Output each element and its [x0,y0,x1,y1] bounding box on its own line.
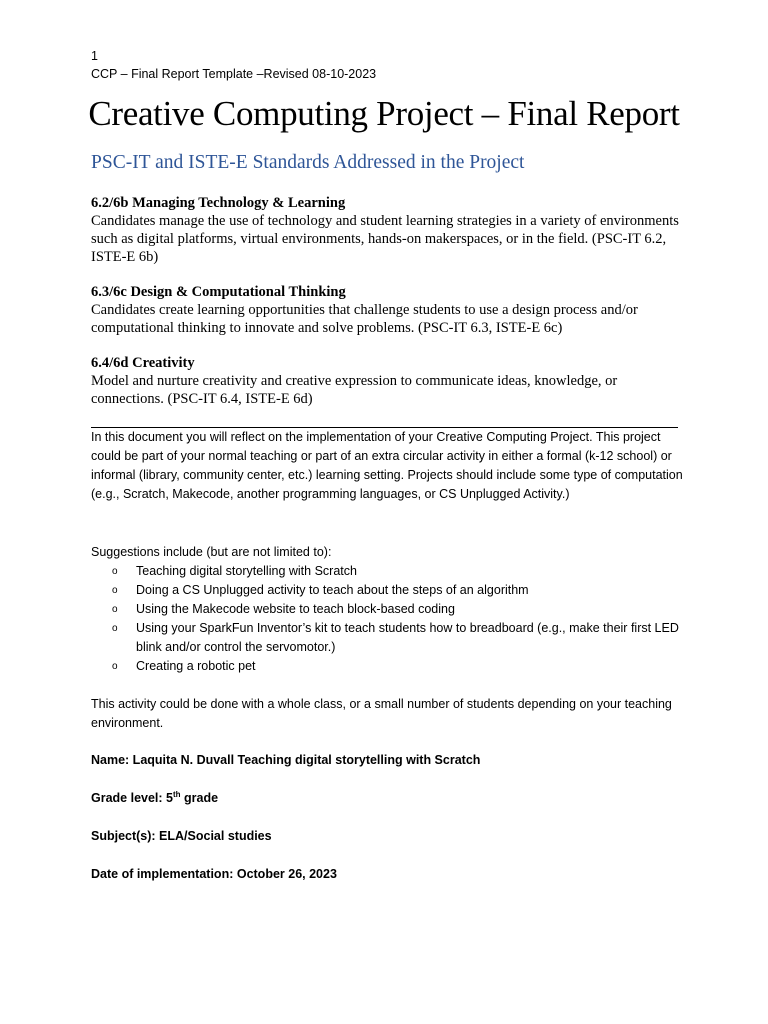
list-item-text: Doing a CS Unplugged activity to teach about the steps of an algorithm [136,583,529,597]
standard-heading: 6.4/6d Creativity [91,355,195,371]
standard-heading: 6.3/6c Design & Computational Thinking [91,284,346,300]
intro-text: In this document you will reflect on the implementation of your Creative Computing Project. This project could be part of your normal teaching or part of an extra circular activity in either a formal (k-12 school) or informal (library, community center, etc.) learning setting. Projects should include some type of computation (e.g., Scratch, Makecode, another programming languages, or CS Unplugged Activity.) [91,430,683,501]
suggestions-list [91,562,683,676]
standard-description: Model and nurture creativity and creative expression to communicate ideas, knowledge, or connections. (PSC-IT 6.4, ISTE-E 6d) [91,373,618,407]
bullet-icon: o [112,604,118,615]
list-item-text: Teaching digital storytelling with Scratch [136,564,357,578]
list-item [91,600,683,619]
activity-note-paragraph [91,695,683,733]
grade-ordinal-suffix: th [173,790,181,799]
list-item [91,562,683,581]
standards-subtitle: PSC-IT and ISTE-E Standards Addressed in the Project [91,152,525,173]
list-item-text: Using your SparkFun Inventor’s kit to teach students how to breadboard (e.g., make their first LED blink and/or control the servomotor.) [136,621,679,654]
bullet-icon: o [112,566,118,577]
standard-description: Candidates create learning opportunities that challenge students to use a design process and/or computational thinking to innovate and solve problems. (PSC-IT 6.3, ISTE-E 6c) [91,302,638,336]
standard-block-6-3 [91,283,681,337]
intro-paragraph [91,428,683,504]
date-of-implementation-field: Date of implementation: October 26, 2023 [91,867,337,881]
subjects-field: Subject(s): ELA/Social studies [91,829,272,843]
suggestions-lead-text: Suggestions include (but are not limited to): [91,545,332,559]
list-item-text: Creating a robotic pet [136,659,256,673]
bullet-icon: o [112,623,118,634]
list-item [91,619,683,657]
activity-note-text: This activity could be done with a whole class, or a small number of students depending on your teaching environment. [91,697,672,730]
page-number: 1 [91,49,98,63]
standard-heading: 6.2/6b Managing Technology & Learning [91,195,346,211]
standard-block-6-2 [91,194,681,266]
list-item-text: Using the Makecode website to teach block-based coding [136,602,455,616]
grade-level-field [91,790,218,806]
standard-block-6-4 [91,354,681,408]
bullet-icon: o [112,585,118,596]
grade-level-prefix: Grade level: 5 [91,791,173,805]
grade-level-suffix: grade [180,791,219,805]
list-item [91,657,683,676]
list-item [91,581,683,600]
standard-description: Candidates manage the use of technology and student learning strategies in a variety of environments such as digital platforms, virtual environments, hands-on makerspaces, or in the field. (PSC-IT 6.2, ISTE-E 6b) [91,213,679,265]
template-revision-line: CCP – Final Report Template –Revised 08-10-2023 [91,67,377,81]
page-title: Creative Computing Project – Final Report [88,94,680,133]
bullet-icon: o [112,661,118,672]
suggestions-lead [91,543,683,562]
name-field: Name: Laquita N. Duvall Teaching digital storytelling with Scratch [91,753,481,767]
